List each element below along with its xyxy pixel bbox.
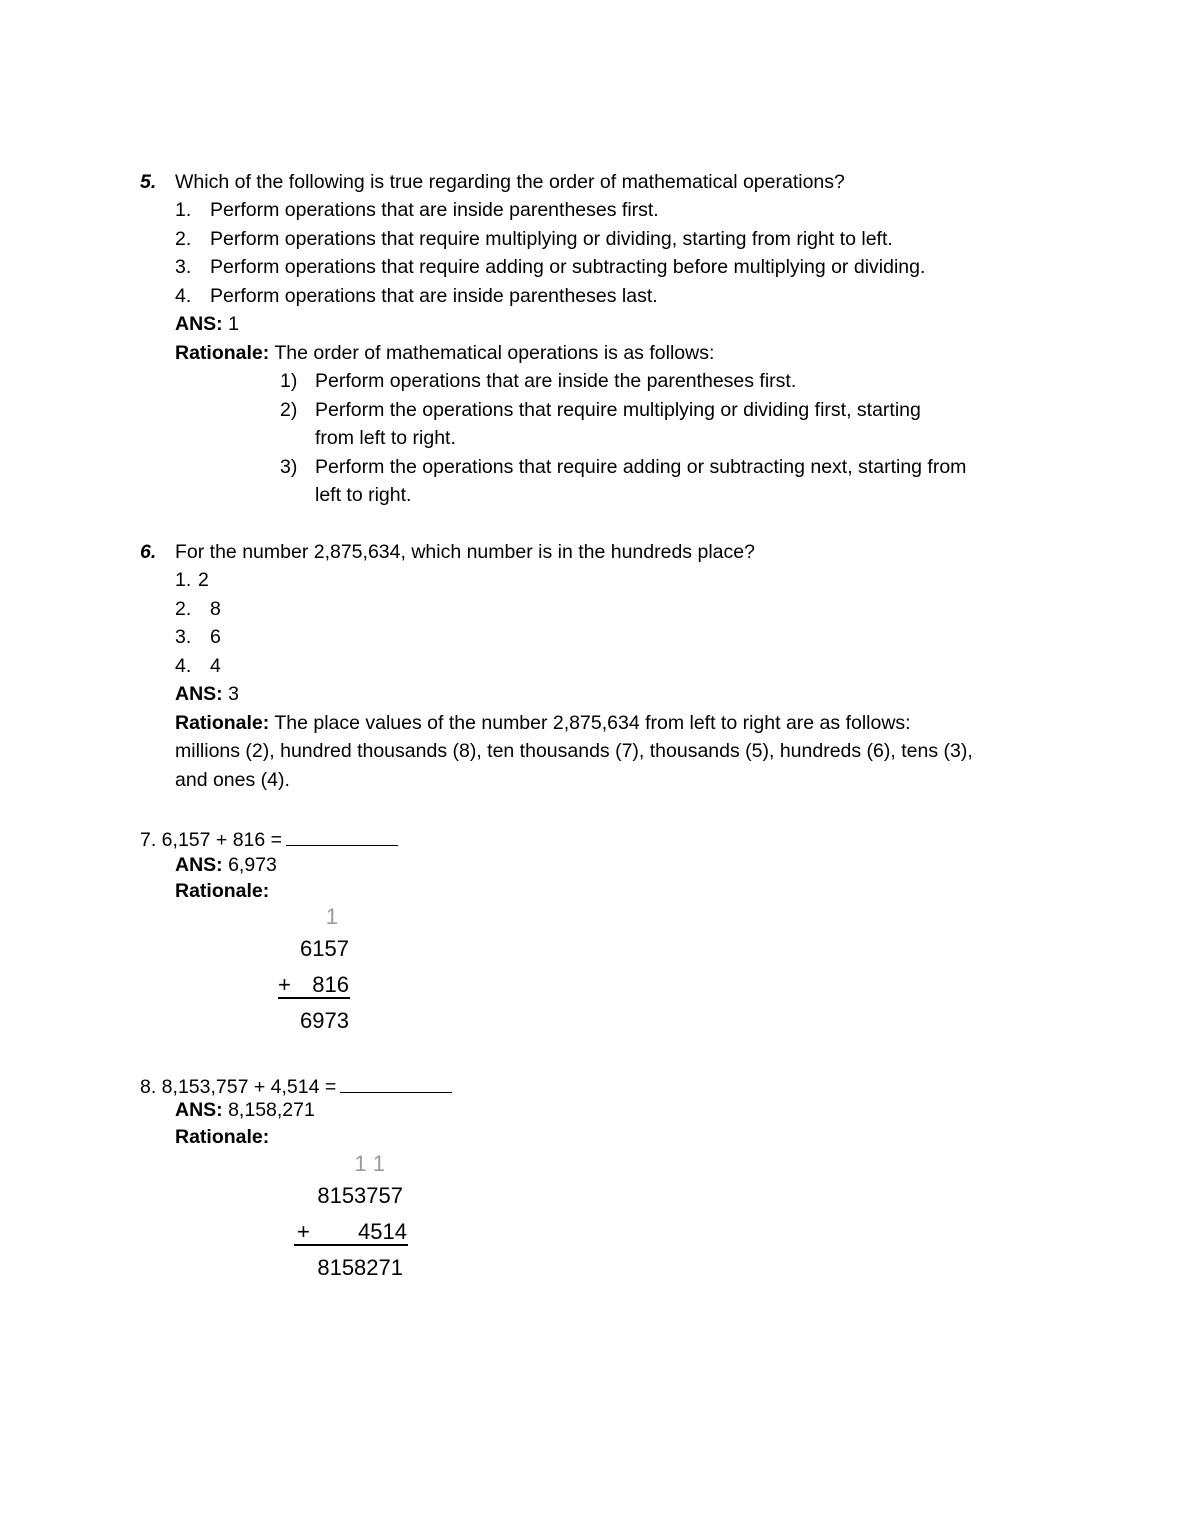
addend-bottom: 4514 — [358, 1219, 407, 1244]
option-text: Perform operations that are inside parentheses last. — [210, 285, 658, 307]
carry-digits: 1 — [325, 904, 338, 929]
addend-top: 8153757 — [317, 1183, 403, 1208]
plus-operator: + — [297, 1219, 310, 1244]
step-text: Perform the operations that require multiplying or dividing first, starting — [315, 399, 921, 421]
answer — [175, 1101, 315, 1121]
answer-blank — [286, 827, 398, 846]
option-label: 3. — [175, 256, 192, 278]
option-label: 1. — [175, 569, 192, 591]
answer — [175, 856, 277, 876]
rationale-label: Rationale: — [175, 342, 270, 364]
answer-label: ANS: — [175, 683, 223, 705]
rationale-text: millions (2), hundred thousands (8), ten thousands (7), thousands (5), hundreds (6), tens (3), — [175, 740, 973, 762]
answer-value: 1 — [222, 313, 239, 335]
question-stem: For the number 2,875,634, which number is in the hundreds place? — [175, 541, 755, 563]
step-label: 2) — [280, 399, 298, 421]
option-label: 1. — [175, 199, 192, 221]
option-label: 4. — [175, 655, 192, 677]
option-text: Perform operations that require multiplying or dividing, starting from right to left. — [210, 228, 893, 250]
question-number: 6. — [140, 541, 157, 563]
step-text: Perform operations that are inside the parentheses first. — [315, 370, 797, 392]
option-label: 2. — [175, 598, 192, 620]
answer-blank — [340, 1074, 452, 1093]
answer-label: ANS: — [175, 1099, 223, 1121]
rationale-label: Rationale: — [175, 1126, 270, 1148]
addend-bottom: 816 — [312, 972, 349, 997]
question-number: 5. — [140, 171, 157, 193]
answer-label: ANS: — [175, 854, 223, 876]
step-label: 1) — [280, 370, 298, 392]
answer-value: 8,158,271 — [222, 1099, 315, 1121]
option-text: 6 — [210, 626, 221, 648]
sum-rule — [294, 1244, 408, 1246]
question-prompt: 7. 6,157 + 816 = — [140, 827, 398, 851]
question-stem: Which of the following is true regarding the order of mathematical operations? — [175, 171, 845, 193]
sum-result: 6973 — [300, 1008, 349, 1033]
rationale-text: and ones (4). — [175, 769, 290, 791]
answer — [175, 315, 239, 335]
question-prompt: 8. 8,153,757 + 4,514 = — [140, 1074, 452, 1098]
answer — [175, 685, 239, 705]
step-text: from left to right. — [315, 427, 456, 449]
option-text: 2 — [198, 569, 209, 591]
option-label: 3. — [175, 626, 192, 648]
plus-operator: + — [278, 972, 291, 997]
step-text: Perform the operations that require adding or subtracting next, starting from — [315, 456, 967, 478]
answer-value: 3 — [222, 683, 239, 705]
sum-rule — [278, 997, 350, 999]
rationale-text: The order of mathematical operations is as follows: — [269, 342, 715, 364]
rationale — [175, 344, 714, 364]
option-text: 4 — [210, 655, 221, 677]
rationale-label: Rationale: — [175, 712, 270, 734]
carry-digits: 1 1 — [354, 1151, 385, 1176]
rationale — [175, 714, 911, 734]
option-text: Perform operations that require adding or subtracting before multiplying or dividing. — [210, 256, 926, 278]
rationale-text: The place values of the number 2,875,634 from left to right are as follows: — [269, 712, 911, 734]
step-label: 3) — [280, 456, 298, 478]
rationale-label: Rationale: — [175, 880, 270, 902]
answer-label: ANS: — [175, 313, 223, 335]
step-text: left to right. — [315, 484, 412, 506]
addend-top: 6157 — [300, 936, 349, 961]
sum-result: 8158271 — [317, 1255, 403, 1280]
option-label: 2. — [175, 228, 192, 250]
option-text: 8 — [210, 598, 221, 620]
option-text: Perform operations that are inside parentheses first. — [210, 199, 659, 221]
answer-value: 6,973 — [222, 854, 277, 876]
option-label: 4. — [175, 285, 192, 307]
